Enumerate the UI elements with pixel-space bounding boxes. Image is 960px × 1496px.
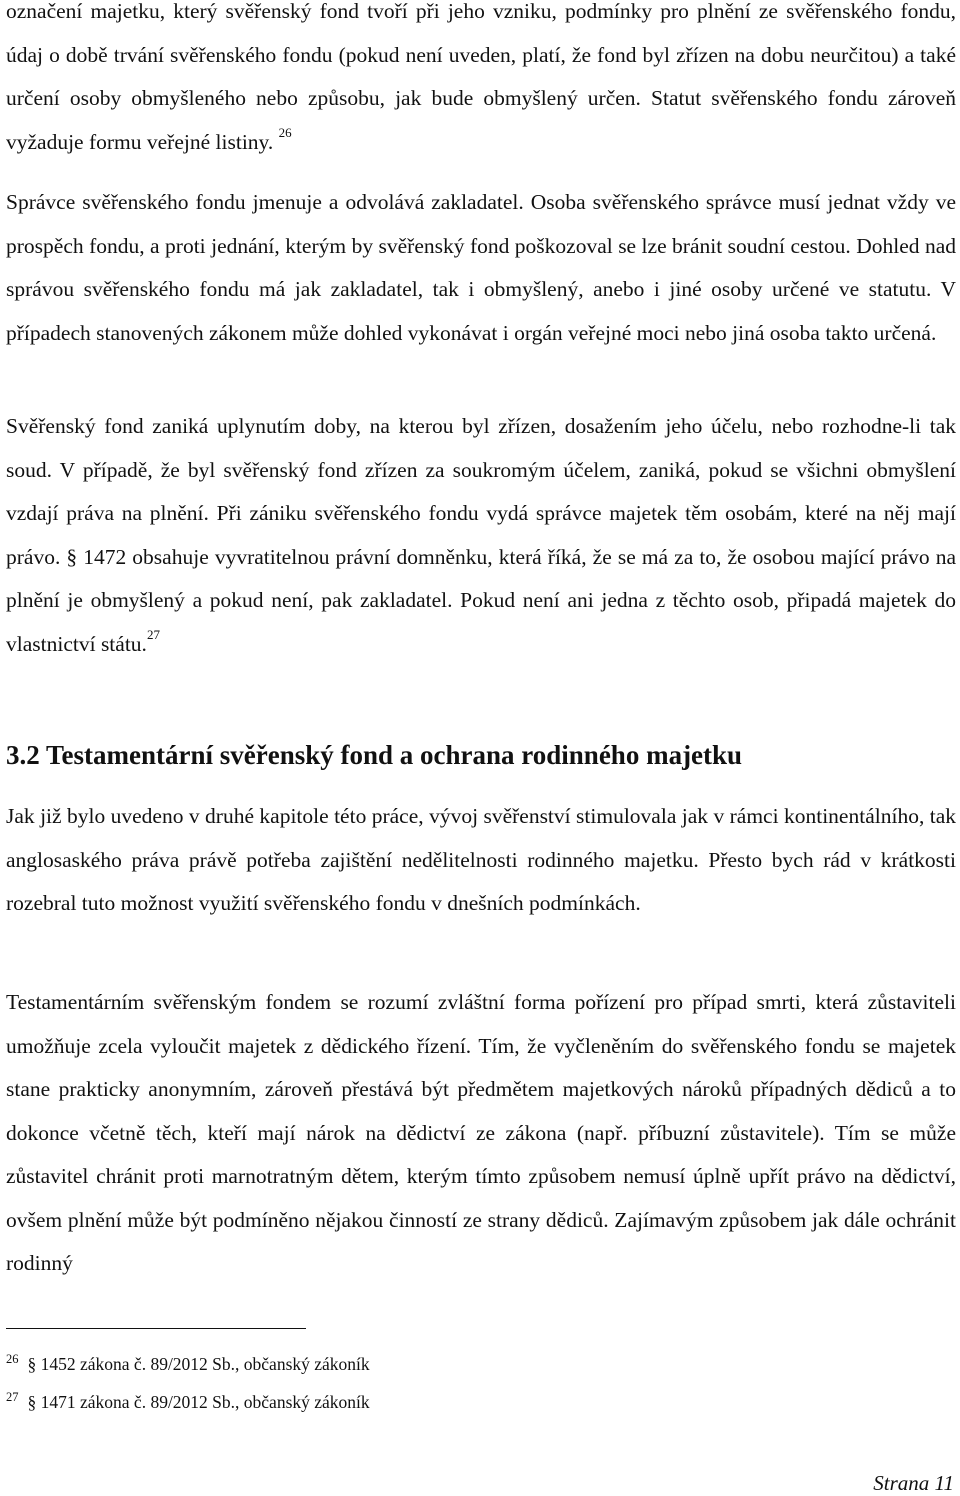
footnote-reference: 26 xyxy=(278,125,292,141)
footnote xyxy=(6,1391,806,1415)
paragraph-termination xyxy=(6,405,956,666)
paragraph-administrator xyxy=(6,181,956,355)
footnote-reference: 27 xyxy=(146,627,160,643)
paragraph-statute xyxy=(6,0,956,164)
footnote-divider xyxy=(6,1328,306,1329)
paragraph-text: označení majetku, který svěřenský fond tvoří při jeho vzniku, podmínky pro plnění ze svěřenského fondu, údaj o době trvání svěřenského fondu (pokud není uveden, platí, že fond byl zřízen na dobu neurčitou) a také určení osoby obmyšleného nebo způsobu, jak bude obmyšlený určen. Statut svěřenského fondu zároveň vyžaduje formu veřejné listiny. xyxy=(6,0,956,154)
section-heading: 3.2 Testamentární svěřenský fond a ochrana rodinného majetku xyxy=(6,740,743,770)
footnote-section-sign: § xyxy=(27,1392,37,1412)
paragraph-text: Správce svěřenského fondu jmenuje a odvolává zakladatel. Osoba svěřenského správce musí jednat vždy ve prospěch fondu, a proti jednání, kterým by svěřenský fond poškozoval se lze bránit soudní cestou. Dohled nad správou svěřenského fondu má jak zakladatel, tak i obmyšlený, anebo i jiné osoby určené ve statutu. V případech stanovených zákonem může dohled vykonávat i orgán veřejné moci nebo jiná osoba takto určená. xyxy=(6,190,956,345)
paragraph-testamentary xyxy=(6,981,956,1286)
footnote-number: 26 xyxy=(6,1352,19,1366)
paragraph-text: 1472 obsahuje vyvratitelnou právní domněnku, která říká, že se má za to, že osobou mající právo na plnění je obmyšlený a pokud není, pak zakladatel. Pokud není ani jedna z těchto osob, připadá majetek do vlastnictví státu. xyxy=(6,544,956,656)
paragraph-text: Jak již bylo uvedeno v druhé kapitole této práce, vývoj svěřenství stimulovala jak v rámci kontinentálního, tak anglosaského práva právě potřeba zajištění nedělitelnosti rodinného majetku. Přesto bych rád v krátkosti rozebral tuto možnost využití svěřenského fondu v dnešních podmínkách. xyxy=(6,804,956,915)
paragraph-intro xyxy=(6,795,956,926)
page-number: Strana 11 xyxy=(873,1471,954,1495)
section-sign: § xyxy=(66,544,78,569)
footnote-text: 1452 zákona č. 89/2012 Sb., občanský zákoník xyxy=(40,1354,370,1374)
footnote-text: 1471 zákona č. 89/2012 Sb., občanský zákoník xyxy=(40,1392,370,1412)
paragraph-text: Svěřenský fond zaniká uplynutím doby, na kterou byl zřízen, dosažením jeho účelu, nebo rozhodne-li tak soud. V případě, že byl svěřenský fond zřízen za soukromým účelem, zaniká, pokud se všichni obmyšlení vzdají práva na plnění. Při zániku svěřenského fondu vydá správce majetek těm osobám, které na něj mají právo. xyxy=(6,414,956,569)
paragraph-text: Testamentárním svěřenským fondem se rozumí zvláštní forma pořízení pro případ smrti, která zůstaviteli umožňuje zcela vyloučit majetek z dědického řízení. Tím, že vyčleněním do svěřenského fondu se majetek stane prakticky anonymním, zároveň přestává být předmětem majetkových nároků případných dědiců a to dokonce včetně těch, kteří mají nárok na dědictví ze zákona (např. příbuzní zůstavitele). Tím se může zůstavitel chránit proti marnotratným dětem, kterým tímto způsobem nemusí úplně upřít právo na dědictví, ovšem plnění může být podmíněno nějakou činností ze strany dědiců. Zajímavým způsobem jak dále ochránit rodinný xyxy=(6,990,956,1275)
footnote-number: 27 xyxy=(6,1390,19,1404)
footnote-section-sign: § xyxy=(27,1354,37,1374)
footnote xyxy=(6,1353,806,1377)
